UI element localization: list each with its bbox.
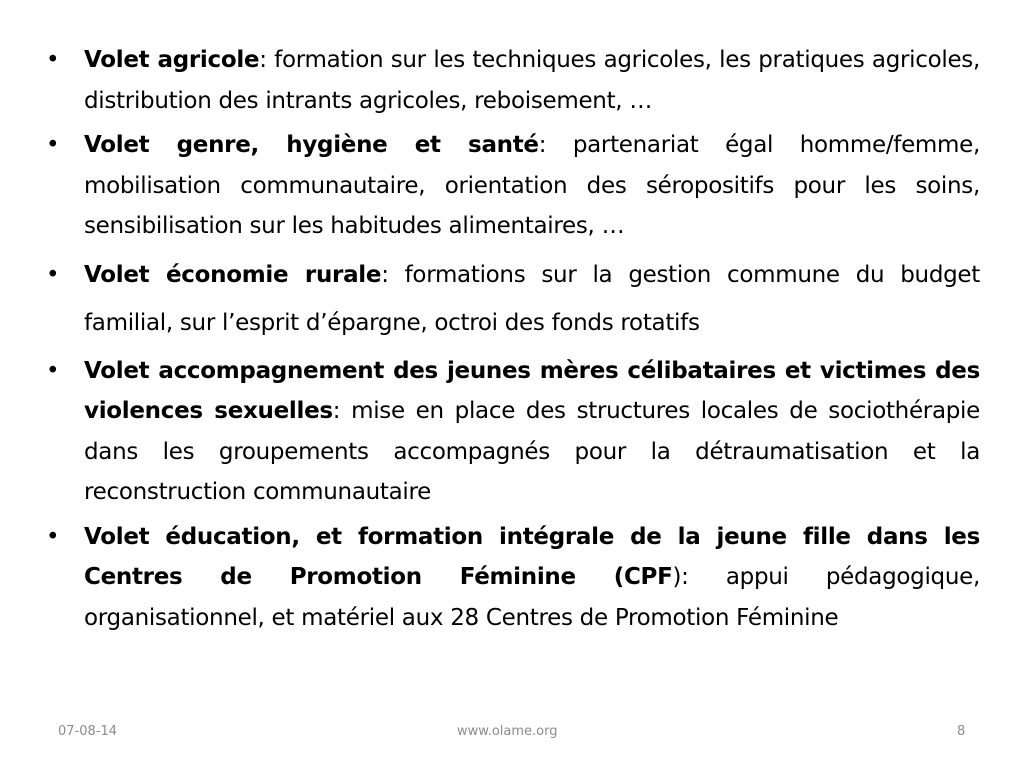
bullet-heading: Volet accompagnement des jeunes mères célibataires et victimes des violences sexuelles xyxy=(84,357,980,424)
bullet-heading: Volet agricole xyxy=(84,47,260,73)
bullet-list xyxy=(44,40,980,642)
bullet-item-education xyxy=(44,517,980,639)
bullet-text: : formations sur la gestion commune du budget familial, sur l’esprit d’épargne, octroi des fonds rotatifs xyxy=(84,261,981,336)
footer-date: 07-08-14 xyxy=(58,724,118,739)
bullet-text: : mise en place des structures locales de sociothérapie dans les groupements accompagnés pour la détraumatisation et la reconstruction communautaire xyxy=(84,398,980,505)
bullet-icon: • xyxy=(46,47,60,73)
footer-page-number: 8 xyxy=(957,724,966,739)
bullet-text: : formation sur les techniques agricoles, les pratiques agricoles, distribution des intrants agricoles, reboisement, … xyxy=(84,47,980,114)
bullet-heading: Volet genre, hygiène et santé xyxy=(84,132,539,158)
bullet-item-agricole xyxy=(44,40,980,121)
bullet-heading: Volet éducation, et formation intégrale de la jeune fille dans les Centres de Promotion Féminine (CPF xyxy=(84,523,980,590)
bullet-item-accompagnement xyxy=(44,351,980,513)
footer-website: www.olame.org xyxy=(457,724,558,739)
bullet-heading: Volet économie rurale xyxy=(84,261,382,288)
bullet-icon: • xyxy=(46,523,60,550)
bullet-text: : partenariat égal homme/femme, mobilisation communautaire, orientation des séropositifs pour les soins, sensibilisation sur les habitudes alimentaires, … xyxy=(84,132,980,239)
bullet-icon: • xyxy=(46,261,60,288)
bullet-icon: • xyxy=(46,132,60,158)
bullet-item-genre xyxy=(44,125,980,247)
bullet-icon: • xyxy=(46,357,60,384)
bullet-text: ): appui pédagogique, organisationnel, et matériel aux 28 Centres de Promotion Féminine xyxy=(84,564,980,631)
bullet-item-economie xyxy=(44,251,980,347)
